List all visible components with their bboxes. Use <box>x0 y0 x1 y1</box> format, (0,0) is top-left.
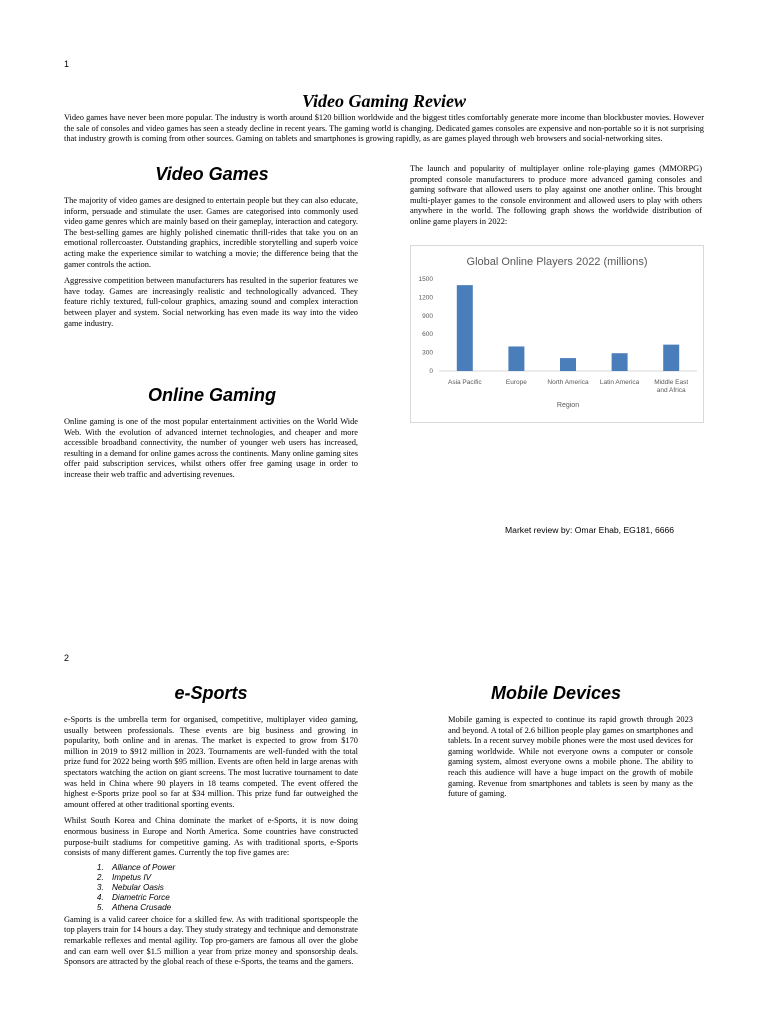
x-axis-label: Region <box>556 402 580 409</box>
document-title: Video Gaming Review <box>302 91 466 111</box>
chart-bar <box>663 345 679 371</box>
bar-chart-svg <box>411 246 703 422</box>
mmorpg-paragraph: The launch and popularity of multiplayer online role-playing games (MMORPG) prompted console manufacturers to produce more advanced gaming consoles and gaming software that allowed users to play against one another online. This brought multi-player games to the console environment and allowed users to play with others anywhere in the world. The following graph shows the worldwide distribution of online game players in 2022: <box>410 164 702 226</box>
list-item: 4. Diametric Force <box>106 893 358 903</box>
y-tick-label: 900 <box>422 312 433 320</box>
x-tick-label: and Africa <box>656 387 686 394</box>
x-tick-label: Europe <box>505 379 527 386</box>
list-item: 2. Impetus IV <box>106 873 358 883</box>
market-review-credit: Market review by: Omar Ehab, EG181, 6666 <box>505 525 675 535</box>
y-tick-label: 1500 <box>418 276 433 283</box>
video-games-heading: Video Games <box>155 164 269 184</box>
video-games-paragraph-2: Aggressive competition between manufacturers has resulted in the superior features we have today. Games are increasingly realistic and technologically advanced. They feature richly textured, full-colour graphics, amazing sound and complex interaction between player and system. Social networking has even made its way into the video game industry. <box>64 276 358 328</box>
esports-heading: e-Sports <box>174 683 248 703</box>
top-games-list <box>64 863 358 913</box>
list-item: 3. Nebular Oasis <box>106 883 358 893</box>
chart-bar <box>508 346 524 371</box>
x-tick-label: Latin America <box>599 379 640 386</box>
esports-paragraph-1: e-Sports is the umbrella term for organised, competitive, multiplayer video gaming, usually between professionals. These events are big business and growing in popularity, both online and in arenas. The market is expected to grow from $170 million in 2019 to $912 million in 2023. Tournaments are well-funded with the total prize fund for 2022 being worth $95 million. Events are often held in large arenas with spectators watching the action on giant screens. The most lucrative tournament to date was held in China where 90 players in 18 teams competed. The event offered the highest e-Sports prize pool so far at $34 million. This prize fund far outweighed the amount offered at other traditional sporting events. <box>64 715 358 809</box>
y-tick-label: 1200 <box>418 294 433 302</box>
page-number-2: 2 <box>64 653 70 663</box>
mobile-devices-heading: Mobile Devices <box>490 683 622 703</box>
esports-paragraph-3: Gaming is a valid career choice for a skilled few. As with traditional sportspeople the top players train for 14 hours a day. They study strategy and technique and demonstrate remarkable reflexes and mental agility. Top pro-gamers are famous all over the globe and can earn well over $1.5 million a year from prize money and sponsorship deals. Sponsors are attracted by the global reach of these e-Sports, the teams and the gamers. <box>64 914 358 967</box>
chart-bar <box>612 353 628 371</box>
mobile-devices-paragraph: Mobile gaming is expected to continue its rapid growth through 2023 and beyond. A total of 2.6 billion people play games on smartphones and tablets. In a recent survey mobile phones were the most used devices for gaming worldwide. While not everyone owns a computer or console gaming system, almost everyone owns a mobile phone. The ability to reach this audience will have a huge impact on the growth of mobile gaming. Revenue from smartphones and tablets is seen by many as the future of gaming. <box>448 715 693 799</box>
chart-bar <box>457 285 473 371</box>
x-tick-label: Asia Pacific <box>447 379 482 386</box>
video-games-paragraph-1: The majority of video games are designed to entertain people but they can also educate, inform, persuade and stimulate the user. Games are categorised into commonly used video game genres which are mainly based on their gameplay, interaction and category. The best-selling games are highly polished cinematic thrill-rides that take you on an emotional rollercoaster. Outstanding graphics, incredible storytelling and superb voice acting make the experience similar to watching a movie; the difference being that the gamer controls the action. <box>64 196 358 269</box>
online-gaming-heading: Online Gaming <box>147 385 276 405</box>
y-tick-label: 300 <box>422 349 433 357</box>
esports-section <box>64 715 358 974</box>
x-tick-label: North America <box>547 379 589 386</box>
y-tick-label: 600 <box>422 331 433 339</box>
online-players-chart <box>410 245 704 423</box>
esports-paragraph-2: Whilst South Korea and China dominate the market of e-Sports, it is now doing enormous business in Europe and North America. Some countries have constructed purpose-built stadiums for competitive gaming. As with traditional sports, e-Sports consists of many different games. Currently the top five games are: <box>64 816 358 858</box>
online-gaming-paragraph: Online gaming is one of the most popular entertainment activities on the World Wide Web. With the evolution of advanced internet technologies, and cheaper and more accessible broadband connectivity, the number of younger web users has increased, resulting in a demand for online games across the continents. Many online gaming sites offer paid subscription services, whilst others offer free gaming usage in order to increase their web traffic and advertising revenues. <box>64 417 358 479</box>
chart-title: Global Online Players 2022 (millions) <box>466 256 648 268</box>
intro-paragraph: Video games have never been more popular. The industry is worth around $120 billion worldwide and the biggest titles comfortably generate more income than blockbuster movies. However the sale of consoles and video games has seen a steady decline in recent years. The gaming world is changing. Dedicated games consoles are expensive and non-portable so it is not surprising that industry growth is coming from other sources. Gaming on tablets and smartphones is growing rapidly, as are games played through web browsers and social-networking sites. <box>64 113 704 144</box>
chart-bar <box>560 358 576 371</box>
y-tick-label: 0 <box>429 368 433 375</box>
list-item: 1. Alliance of Power <box>106 863 358 873</box>
list-item: 5. Athena Crusade <box>106 903 358 913</box>
video-games-section <box>64 196 358 335</box>
page-number-1: 1 <box>64 59 70 69</box>
x-tick-label: Middle East <box>654 379 689 386</box>
